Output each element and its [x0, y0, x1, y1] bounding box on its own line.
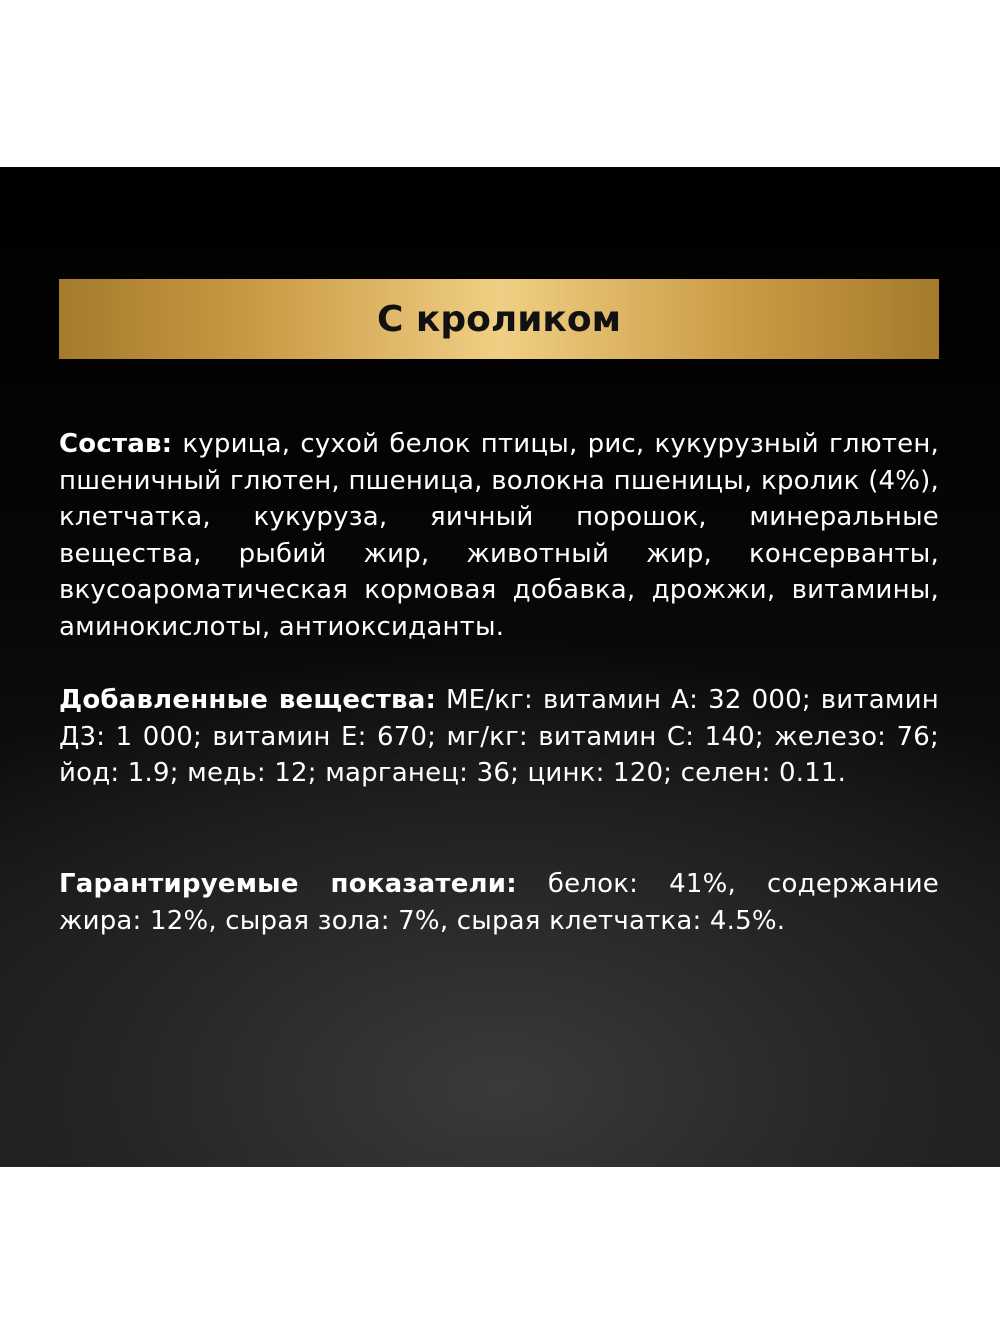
additives-paragraph: [59, 682, 939, 792]
flavor-banner: [59, 279, 939, 359]
composition-text: курица, сухой белок птицы, рис, кукурузный глютен, пшеничный глютен, пшеница, волокна пшеницы, кролик (4%), клетчатка, кукуруза, яичный порошок, минеральные вещества, рыбий жир, животный жир, консерванты, вкусоароматическая кормовая добавка, дрожжи, витамины, аминокислоты, антиоксиданты.: [59, 429, 939, 642]
additives-label: Добавленные вещества:: [59, 685, 437, 715]
flavor-title: С кроликом: [376, 298, 622, 340]
additives-text: МЕ/кг: витамин А: 32 000; витамин Д3: 1 000; витамин Е: 670; мг/кг: витамин С: 140; железо: 76; йод: 1.9; медь: 12; марганец: 36; цинк: 120; селен: 0.11.: [59, 685, 939, 788]
guaranteed-label: Гарантируемые показатели:: [59, 869, 517, 899]
guaranteed-text: белок: 41%, содержание жира: 12%, сырая зола: 7%, сырая клетчатка: 4.5%.: [59, 869, 939, 936]
guaranteed-paragraph: [59, 866, 939, 939]
product-info-panel: [0, 167, 1000, 1167]
composition-label: Состав:: [59, 429, 173, 459]
composition-paragraph: [59, 426, 939, 645]
